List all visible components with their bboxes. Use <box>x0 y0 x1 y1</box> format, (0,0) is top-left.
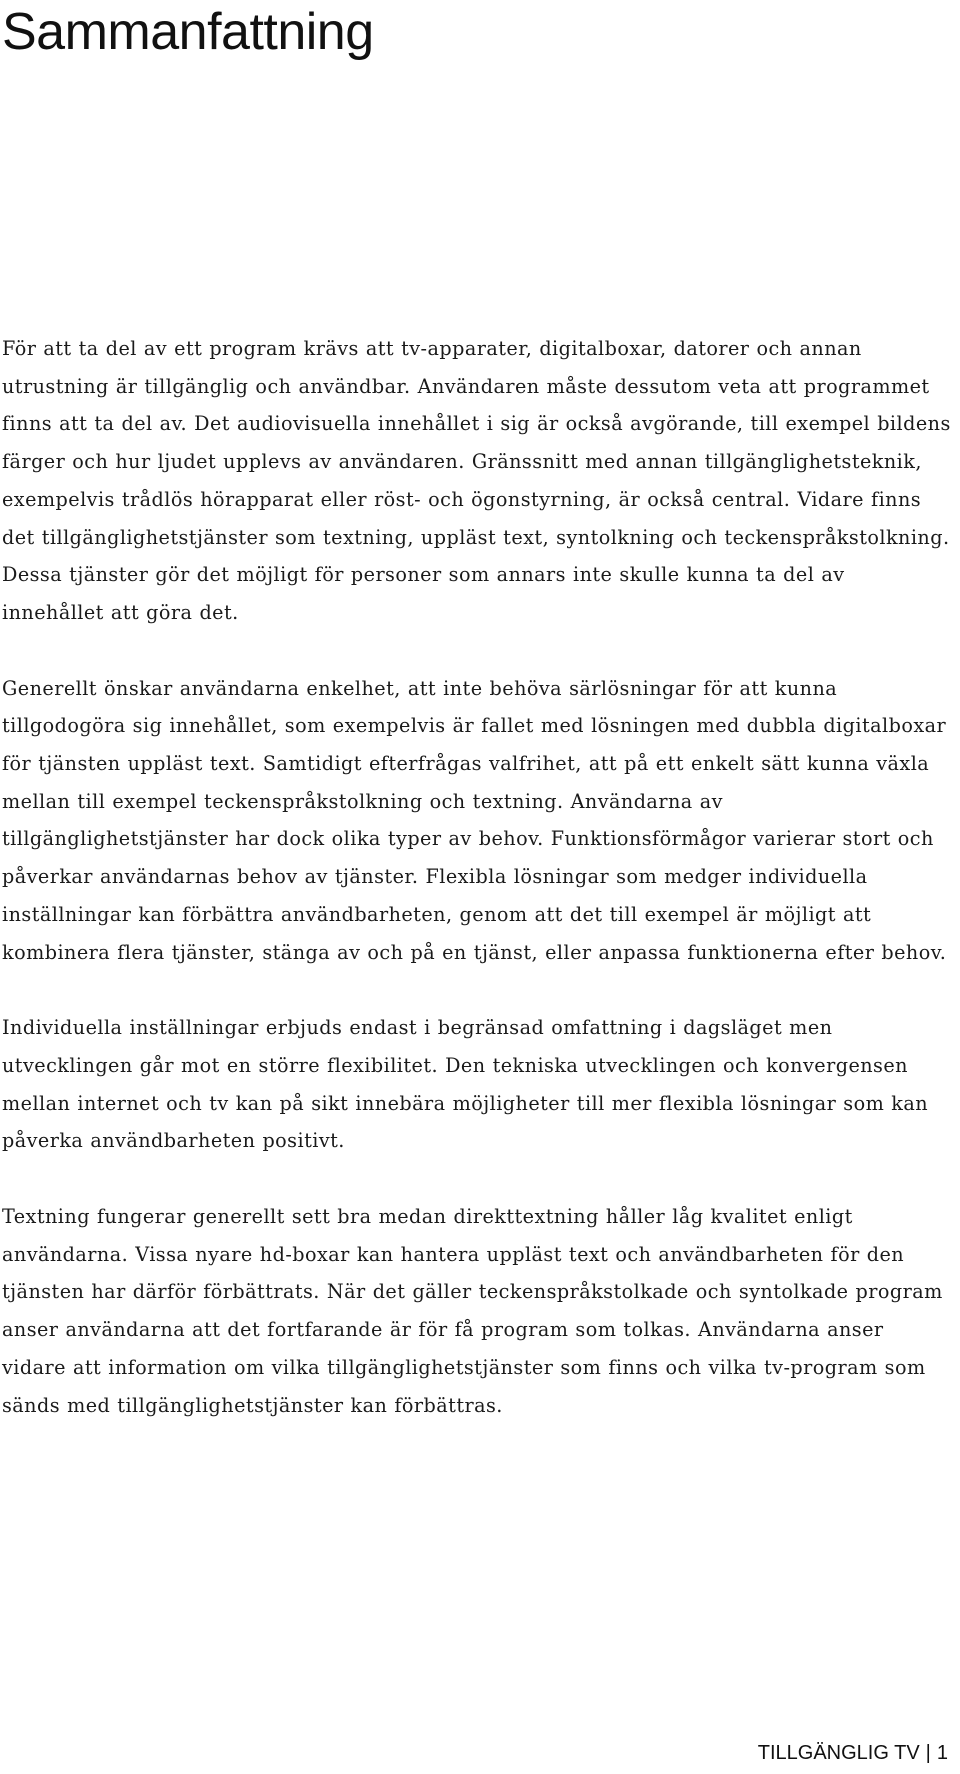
body-text <box>2 330 952 1462</box>
paragraph-intro: För att ta del av ett program krävs att tv-apparater, digitalboxar, datorer och annan utrustning är tillgänglig och användbar. Användaren måste dessutom veta att programmet finns att ta del av. Det audiovisuella innehållet i sig är också avgörande, till exempel bildens färger och hur ljudet upplevs av användaren. Gränssnitt med annan tillgänglighetsteknik, exempelvis trådlös hörapparat eller röst- och ögonstyrning, är också central. Vidare finns det tillgänglighetstjänster som textning, uppläst text, syntolkning och teckenspråkstolkning. Dessa tjänster gör det möjligt för personer som annars inte skulle kunna ta del av innehållet att göra det. <box>2 337 951 624</box>
paragraph-individual-settings: Individuella inställningar erbjuds endast i begränsad omfattning i dagsläget men utvecklingen går mot en större flexibilitet. Den tekniska utvecklingen och konvergensen mellan internet och tv kan på sikt innebära möjligheter till mer flexibla lösningar som kan påverka användbarheten positivt. <box>2 1016 929 1153</box>
page-footer <box>758 1741 948 1765</box>
page-number: 1 <box>936 1742 948 1764</box>
footer-publication-title: TILLGÄNGLIG TV <box>757 1742 920 1764</box>
paragraph-services-quality: Textning fungerar generellt sett bra medan direkttextning håller låg kvalitet enligt användarna. Vissa nyare hd-boxar kan hantera uppläst text och användbarheten för den tjänsten har därför förbättrats. När det gäller teckenspråkstolkade och syntolkade program anser användarna att det fortfarande är för få program som tolkas. Användarna anser vidare att information om vilka tillgänglighetstjänster som finns och vilka tv-program som sänds med tillgänglighetstjänster kan förbättras. <box>2 1205 943 1417</box>
footer-separator: | <box>925 1742 931 1764</box>
paragraph-user-needs: Generellt önskar användarna enkelhet, att inte behöva särlösningar för att kunna tillgodogöra sig innehållet, som exempelvis är fallet med lösningen med dubbla digitalboxar för tjänsten uppläst text. Samtidigt efterfrågas valfrihet, att på ett enkelt sätt kunna växla mellan till exempel teckenspråkstolkning och textning. Användarna av tillgänglighetstjänster har dock olika typer av behov. Funktionsförmågor varierar stort och påverkar användarnas behov av tjänster. Flexibla lösningar som medger individuella inställningar kan förbättra användbarheten, genom att det till exempel är möjligt att kombinera flera tjänster, stänga av och på en tjänst, eller anpassa funktionerna efter behov. <box>2 676 947 964</box>
page-title: Sammanfattning <box>2 3 374 61</box>
